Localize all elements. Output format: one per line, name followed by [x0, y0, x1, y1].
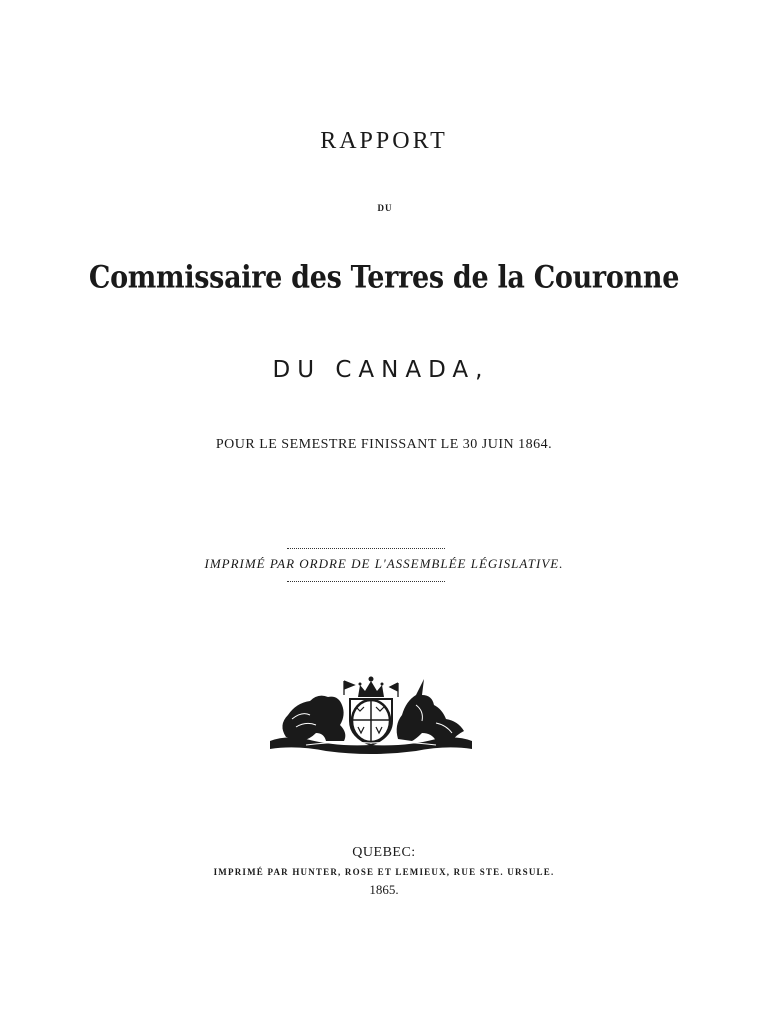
report-title: RAPPORT	[320, 128, 448, 154]
dotted-rule-bottom	[287, 581, 445, 582]
year-line: 1865.	[369, 882, 399, 897]
printer-line: IMPRIMÉ PAR HUNTER, ROSE ET LEMIEUX, RUE STE. URSULE.	[213, 867, 555, 877]
canada-heading: DU CANADA,	[272, 357, 490, 383]
dotted-rule-top	[287, 548, 445, 549]
du-connector: DU	[377, 203, 393, 213]
city-line: QUEBEC:	[352, 845, 416, 860]
printed-by-order-line: IMPRIMÉ PAR ORDRE DE L'ASSEMBLÉE LÉGISLATIVE.	[204, 556, 564, 571]
commissioner-heading: Commissaire des Terres de la Couronne	[88, 259, 680, 296]
royal-coat-of-arms-icon	[266, 675, 476, 757]
semester-line: POUR LE SEMESTRE FINISSANT LE 30 JUIN 1864.	[215, 437, 553, 452]
